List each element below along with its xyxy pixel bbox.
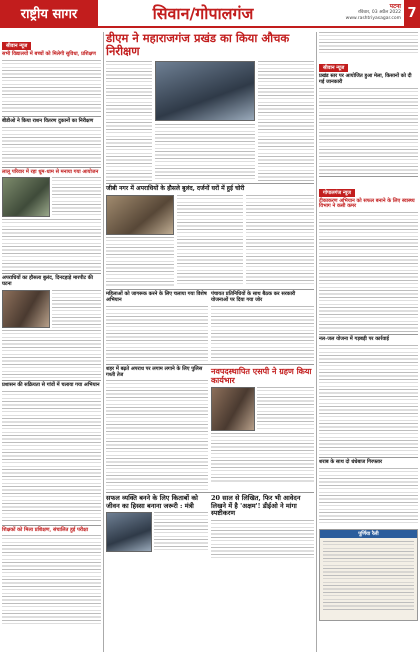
story-headline[interactable]: अपराधियों का हौसला बुलंद, दिनदहाड़े मारपीट की घटना [2, 275, 93, 287]
story-headline[interactable]: बीडीओ ने किया राशन वितरण दुकानों का निरीक्षण [2, 117, 94, 124]
section-tag: सीवान न्यूज [319, 64, 348, 72]
left-column [2, 32, 101, 625]
story-headline[interactable]: प्रखंड स्तर पर आयोजित हुआ मेला, किसानों को दी गई जानकारी [319, 73, 412, 85]
story-body [211, 433, 314, 483]
story-body [2, 391, 101, 523]
story-headline[interactable]: सफल व्यक्ति बनने के लिए किताबों को जीवन का हिस्सा बनाना जरूरी : मंत्री [106, 494, 198, 510]
section-tag: सीवान न्यूज [2, 42, 31, 50]
news-photo [106, 512, 152, 552]
edition-meta [308, 0, 404, 26]
story-body [258, 61, 314, 181]
story-headline[interactable]: पंचायत प्रतिनिधियों के साथ बैठक कर सरकारी योजनाओं पर दिया गया जोर [211, 291, 296, 304]
story-body [52, 290, 101, 328]
divider [319, 176, 418, 177]
column-divider [103, 32, 104, 652]
story-body [2, 535, 101, 625]
masthead [0, 0, 420, 28]
story-body [52, 177, 101, 217]
page-number: 7 [404, 0, 420, 26]
story-body [2, 330, 101, 378]
lead-story [106, 32, 314, 560]
story-body [106, 61, 152, 181]
edition-date: रविवार, 03 अप्रैल 2022 [358, 10, 401, 15]
ad-body [323, 541, 414, 611]
divider [319, 457, 418, 458]
divider [319, 334, 418, 335]
news-photo [106, 195, 174, 235]
story-body [106, 380, 208, 490]
right-column [319, 32, 418, 621]
story-body [257, 387, 314, 431]
ad-heading: पूर्णिया रैली [320, 530, 417, 538]
lead-photo [155, 61, 255, 121]
story-body [2, 219, 101, 271]
divider [2, 525, 101, 526]
story-headline[interactable]: महिलाओं को जागरूक करने के लिए चलाया गया विशेष अभियान [106, 291, 207, 304]
section-tag: गोपालगंज न्यूज [319, 189, 355, 197]
newspaper-brand: राष्ट्रीय सागर [0, 0, 98, 26]
story-body [2, 127, 101, 165]
story-body [106, 306, 208, 362]
story-body [246, 195, 314, 287]
story-body [319, 345, 418, 455]
story-headline[interactable]: लालू परिवार में रहा धूम-धाम से मनाया गया आयोजन [2, 168, 99, 175]
story-headline[interactable]: सभी विद्यालयों में बच्चों को मिलेगी सुविधा, प्रशिक्षण [2, 51, 96, 57]
divider [2, 167, 101, 168]
story-headline[interactable]: नल-जल योजना में गड़बड़ी पर कार्रवाई [319, 336, 389, 342]
story-body [106, 237, 174, 287]
news-photo [2, 177, 50, 217]
story-body [211, 520, 314, 560]
divider [106, 364, 314, 365]
story-body [154, 512, 208, 552]
story-body [319, 32, 418, 54]
story-headline[interactable]: प्रशासन की सक्रियता से गांवों में चलाया गया अभियान [2, 381, 100, 388]
story-headline[interactable]: नवपदस्थापित एसपी ने ग्रहण किया कार्यभार [211, 365, 312, 386]
story-headline[interactable]: शहर में बढ़ते अपराध पर लगाम लगाने के लिए पुलिस गश्ती तेज [106, 365, 203, 378]
divider [2, 116, 101, 117]
news-photo [2, 290, 50, 328]
edition-city: पटना [389, 3, 401, 10]
story-body [319, 468, 418, 526]
sub-headline[interactable]: जीबी नगर में अपराधियों के हौसले बुलंद, दर्जनों घरों में हुई चोरी [106, 185, 245, 193]
story-body [211, 306, 314, 362]
section-title: सिवान/गोपालगंज [152, 4, 254, 23]
story-headline[interactable]: शिक्षकों को मिला प्रशिक्षण, संचालित हुई परीक्षा [2, 526, 89, 533]
column-divider [316, 32, 317, 652]
story-headline[interactable]: शराब के साथ दो धंधेबाज गिरफ्तार [319, 458, 383, 465]
lead-headline[interactable]: डीएम ने महाराजगंज प्रखंड का किया औचक निरीक्षण [106, 31, 290, 59]
divider [2, 380, 101, 381]
story-body [319, 88, 418, 174]
story-body [2, 60, 101, 114]
story-headline[interactable]: टीकाकरण अभियान को सफल बनाने के लिए स्वास्थ्य विभाग ने कसी कमर [319, 197, 415, 210]
story-headline[interactable]: 20 साल से लिखित, फिर भी आवेदन लिखने में है 'अक्षम'! डीईओ ने मांगा स्पष्टीकरण [211, 494, 301, 518]
story-body [319, 212, 418, 332]
website[interactable]: www.rashtriyasagar.com [345, 16, 401, 21]
advertisement[interactable] [319, 529, 418, 621]
news-photo [211, 387, 255, 431]
story-body [177, 195, 243, 287]
divider [106, 492, 314, 493]
story-body [155, 124, 255, 181]
